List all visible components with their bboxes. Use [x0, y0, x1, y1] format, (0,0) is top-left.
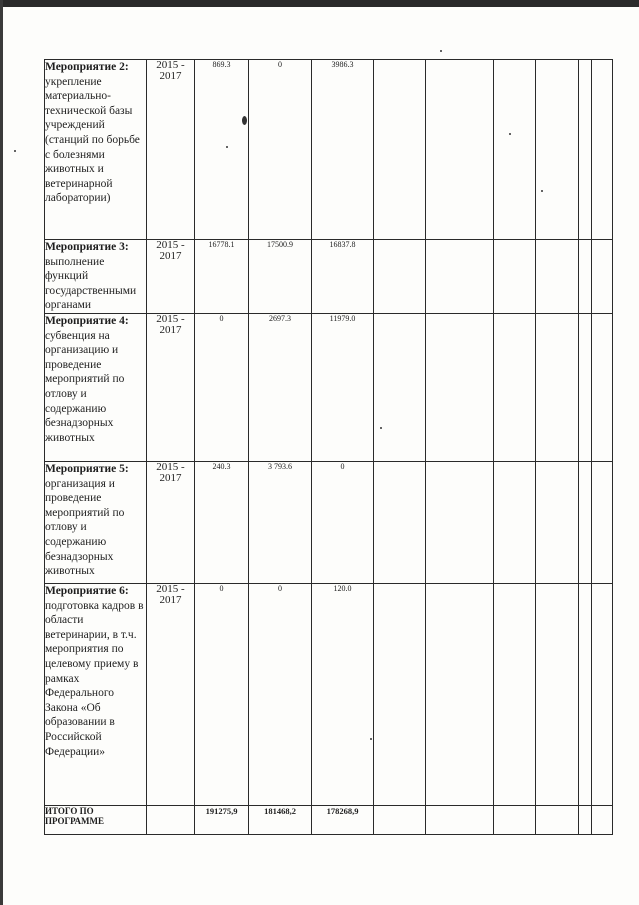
value-2015: 869.3	[195, 60, 249, 240]
empty-cell	[374, 584, 426, 806]
event-name-cell	[45, 584, 147, 806]
total-2016: 181468,2	[249, 806, 312, 835]
event-description: выполнение функций государственными органами	[45, 255, 137, 312]
scan-speck	[380, 427, 382, 429]
empty-cell	[374, 314, 426, 462]
empty-cell	[494, 462, 536, 584]
value-2016: 0	[249, 584, 312, 806]
period-cell: 2015 - 2017	[147, 584, 195, 806]
period-cell: 2015 - 2017	[147, 240, 195, 314]
empty-cell	[426, 584, 494, 806]
scan-speck	[14, 150, 16, 152]
value-2017: 16837.8	[312, 240, 374, 314]
empty-cell	[426, 806, 494, 835]
scan-top-edge	[0, 0, 639, 7]
total-label: ИТОГО ПО ПРОГРАММЕ	[45, 806, 147, 835]
empty-cell	[536, 462, 579, 584]
empty-cell	[426, 240, 494, 314]
empty-cell	[592, 60, 613, 240]
empty-cell	[579, 462, 592, 584]
value-2017: 0	[312, 462, 374, 584]
value-2015: 0	[195, 584, 249, 806]
empty-cell	[494, 584, 536, 806]
empty-cell	[536, 240, 579, 314]
empty-cell	[374, 240, 426, 314]
event-title: Мероприятие 3:	[45, 241, 129, 253]
scan-speck	[509, 133, 511, 135]
empty-cell	[592, 584, 613, 806]
table-row	[45, 584, 613, 806]
empty-cell	[592, 462, 613, 584]
value-2016: 17500.9	[249, 240, 312, 314]
value-2017: 120.0	[312, 584, 374, 806]
empty-cell	[426, 314, 494, 462]
empty-cell	[592, 806, 613, 835]
scan-speck	[541, 190, 543, 192]
empty-cell	[374, 462, 426, 584]
empty-cell	[374, 806, 426, 835]
event-name-cell	[45, 240, 147, 314]
empty-cell	[579, 806, 592, 835]
empty-cell	[579, 240, 592, 314]
value-2015: 0	[195, 314, 249, 462]
empty-cell	[579, 314, 592, 462]
table-row	[45, 60, 613, 240]
empty-cell	[426, 60, 494, 240]
scan-speck	[226, 146, 228, 148]
value-2017: 3986.3	[312, 60, 374, 240]
value-2016: 0	[249, 60, 312, 240]
value-2016: 2697.3	[249, 314, 312, 462]
empty-cell	[494, 314, 536, 462]
period-cell: 2015 - 2017	[147, 60, 195, 240]
event-name-cell	[45, 60, 147, 240]
scan-left-edge	[0, 0, 3, 905]
empty-cell	[494, 806, 536, 835]
empty-cell	[536, 60, 579, 240]
total-2017: 178268,9	[312, 806, 374, 835]
event-name-cell	[45, 314, 147, 462]
empty-cell	[579, 60, 592, 240]
table-row	[45, 314, 613, 462]
empty-cell	[536, 806, 579, 835]
event-name-cell	[45, 462, 147, 584]
empty-cell	[536, 314, 579, 462]
event-title: Мероприятие 2:	[45, 61, 129, 73]
empty-cell	[147, 806, 195, 835]
empty-cell	[592, 314, 613, 462]
value-2016: 3 793.6	[249, 462, 312, 584]
total-2015: 191275,9	[195, 806, 249, 835]
event-description: организация и проведение мероприятий по отлову и содержанию безнадзорных животных	[45, 477, 125, 578]
empty-cell	[426, 462, 494, 584]
value-2017: 11979.0	[312, 314, 374, 462]
empty-cell	[592, 240, 613, 314]
total-row	[45, 806, 613, 835]
empty-cell	[579, 584, 592, 806]
empty-cell	[536, 584, 579, 806]
event-title: Мероприятие 5:	[45, 463, 129, 475]
event-description: укрепление материально-технической базы учреждений (станций по борьбе с болезнями животных и ветеринарной лаборатории)	[45, 75, 140, 205]
value-2015: 240.3	[195, 462, 249, 584]
event-title: Мероприятие 4:	[45, 315, 129, 327]
event-title: Мероприятие 6:	[45, 585, 129, 597]
empty-cell	[494, 240, 536, 314]
period-cell: 2015 - 2017	[147, 314, 195, 462]
scan-speck	[370, 738, 372, 740]
empty-cell	[494, 60, 536, 240]
event-description: подготовка кадров в области ветеринарии, в т.ч. мероприятия по целевому приему в рамках Федерального Закона «Об образовании в Российской Федерации»	[45, 599, 144, 758]
event-description: субвенция на организацию и проведение мероприятий по отлову и содержанию безнадзорных животных	[45, 329, 125, 444]
scan-speck	[440, 50, 442, 52]
table-row	[45, 240, 613, 314]
value-2015: 16778.1	[195, 240, 249, 314]
period-cell: 2015 - 2017	[147, 462, 195, 584]
scan-speck	[242, 116, 247, 125]
table-row	[45, 462, 613, 584]
empty-cell	[374, 60, 426, 240]
program-table	[44, 59, 613, 835]
